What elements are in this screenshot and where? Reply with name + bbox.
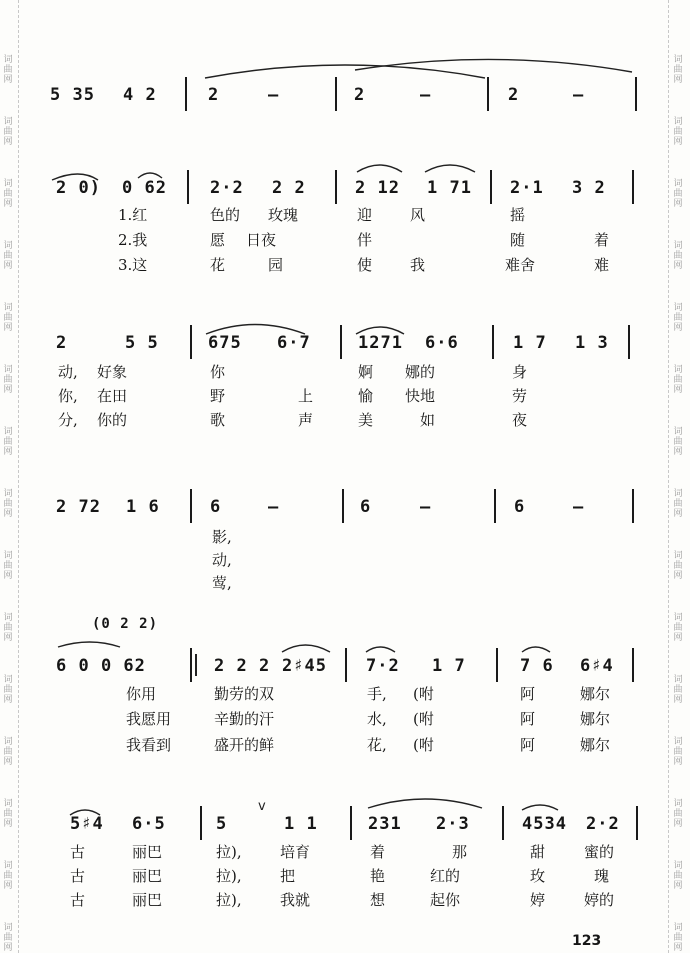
note-group: 2·3 <box>436 814 470 834</box>
lyric-text: 古 <box>70 867 86 885</box>
lyric-text: 声 <box>298 411 314 429</box>
lyric-text: 快地 <box>405 387 436 405</box>
lyric-text: 夜 <box>512 411 528 429</box>
lyric-text: 1.红 <box>118 206 148 224</box>
watermark-text: 词 曲 网 <box>673 737 683 767</box>
watermark-text: 词 曲 网 <box>673 551 683 581</box>
watermark-text: 词 曲 网 <box>3 489 13 519</box>
lyric-text: 身 <box>512 363 528 381</box>
watermark-text: 词 曲 网 <box>673 241 683 271</box>
left-margin <box>2 0 18 953</box>
right-guide-line <box>668 0 669 953</box>
note-group: 5 5 <box>125 333 159 353</box>
lyric-text: 蜜的 <box>584 843 615 861</box>
lyric-text: 愿 <box>210 231 226 249</box>
lyric-text: 那 <box>452 843 468 861</box>
lyric-text: 培育 <box>280 843 311 861</box>
lyric-text: 2.我 <box>118 231 148 249</box>
watermark-text: 词 曲 网 <box>3 55 13 85</box>
slur-12 <box>522 647 550 652</box>
lyric-text: 娜尔 <box>580 710 611 728</box>
lyric-text: 随 <box>510 231 526 249</box>
lyric-text: 起你 <box>430 891 461 909</box>
lyric-text: 红的 <box>430 867 461 885</box>
lyric-text: 你 <box>210 363 226 381</box>
watermark-text: 词 曲 网 <box>673 613 683 643</box>
lyric-text: 古 <box>70 843 86 861</box>
lyric-text: 水, <box>367 710 387 728</box>
note-group: – <box>420 497 432 517</box>
watermark-text: 词 曲 网 <box>673 861 683 891</box>
lyric-text: 古 <box>70 891 86 909</box>
note-group: 2·1 <box>510 178 544 198</box>
slur-2 <box>355 59 632 72</box>
note-group: 6 0 0 62 <box>56 656 146 676</box>
watermark-text: 词 曲 网 <box>3 737 13 767</box>
watermark-text: 词 曲 网 <box>3 241 13 271</box>
watermark-text: 词 曲 网 <box>3 427 13 457</box>
lyric-text: 想 <box>370 891 386 909</box>
note-group: 1 71 <box>427 178 472 198</box>
breath-mark: v <box>258 799 266 814</box>
lyric-text: 使 <box>357 256 373 274</box>
lyric-text: 我 <box>410 256 426 274</box>
lyric-text: 花 <box>210 256 226 274</box>
slur-14 <box>368 799 482 808</box>
watermark-text: 词 曲 网 <box>673 799 683 829</box>
note-group: 2 0) <box>56 178 101 198</box>
lyric-text: 艳 <box>370 867 386 885</box>
lyric-text: 着 <box>594 231 610 249</box>
lyric-text: 动, <box>212 551 232 569</box>
lyric-text: 盛开的鲜 <box>214 736 275 754</box>
note-group: 2 <box>354 85 366 105</box>
lyric-text: 丽巴 <box>132 867 163 885</box>
bar-line <box>335 170 337 204</box>
lyric-text: 我看到 <box>126 736 172 754</box>
bar-line <box>335 77 337 111</box>
watermark-text: 词 曲 网 <box>673 489 683 519</box>
lyric-text: 莺, <box>212 574 232 592</box>
bar-line <box>494 489 496 523</box>
lyric-text: 动, <box>58 363 78 381</box>
bar-line <box>345 648 347 682</box>
lyric-text: 婀 <box>358 363 374 381</box>
slur-15 <box>522 805 558 810</box>
slur-6 <box>425 165 475 172</box>
bar-line <box>350 806 352 840</box>
lyric-text: 劳 <box>512 387 528 405</box>
lyric-text: 花, <box>367 736 387 754</box>
note-group: 2 <box>508 85 520 105</box>
bar-line <box>200 806 202 840</box>
lyric-text: 美 <box>358 411 374 429</box>
intro-notes: (0 2 2) <box>92 616 159 632</box>
bar-line <box>632 489 634 523</box>
lyric-text: 歌 <box>210 411 226 429</box>
note-group: – <box>268 85 280 105</box>
lyric-text: 上 <box>298 387 314 405</box>
lyric-text: (咐 <box>413 710 434 728</box>
lyric-text: 分, <box>58 411 78 429</box>
lyric-text: 丽巴 <box>132 891 163 909</box>
note-group: 6 <box>514 497 526 517</box>
bar-line <box>190 325 192 359</box>
note-group: 6·6 <box>425 333 459 353</box>
lyric-text: 园 <box>268 256 284 274</box>
note-group: 4 2 <box>123 85 157 105</box>
lyric-text: 着 <box>370 843 386 861</box>
note-group: 7·2 <box>366 656 400 676</box>
note-group: 2 2 <box>272 178 306 198</box>
bar-line <box>185 77 187 111</box>
lyric-text: (咐 <box>413 685 434 703</box>
lyric-text: 手, <box>367 685 387 703</box>
note-group: 5 35 <box>50 85 95 105</box>
bar-line <box>340 325 342 359</box>
bar-line <box>190 489 192 523</box>
lyric-text: 日夜 <box>246 231 277 249</box>
watermark-text: 词 曲 网 <box>673 427 683 457</box>
note-group: 1 3 <box>575 333 609 353</box>
lyric-text: 把 <box>280 867 296 885</box>
note-group: 1 1 <box>284 814 318 834</box>
watermark-text: 词 曲 网 <box>673 117 683 147</box>
slur-11 <box>366 647 395 652</box>
watermark-text: 词 曲 网 <box>3 923 13 953</box>
watermark-text: 词 曲 网 <box>3 675 13 705</box>
lyric-text: 在田 <box>97 387 128 405</box>
note-group: 6 <box>210 497 222 517</box>
watermark-text: 词 曲 网 <box>673 923 683 953</box>
lyric-text: 难 <box>594 256 610 274</box>
page-number: 123 <box>572 933 602 949</box>
note-group: 675 <box>208 333 242 353</box>
bar-line <box>492 325 494 359</box>
lyric-text: 玫瑰 <box>268 206 299 224</box>
lyric-text: 愉 <box>358 387 374 405</box>
watermark-text: 词 曲 网 <box>3 303 13 333</box>
right-margin <box>672 0 688 953</box>
note-group: 2·2 <box>210 178 244 198</box>
watermark-text: 词 曲 网 <box>3 861 13 891</box>
note-group: 2 2 2 <box>214 656 271 676</box>
lyric-text: 娜尔 <box>580 685 611 703</box>
lyric-text: 娜尔 <box>580 736 611 754</box>
lyric-text: 摇 <box>510 206 526 224</box>
note-group: 2·2 <box>586 814 620 834</box>
watermark-text: 词 曲 网 <box>3 179 13 209</box>
lyric-text: 玫 <box>530 867 546 885</box>
note-group: 6 <box>360 497 372 517</box>
lyric-text: 丽巴 <box>132 843 163 861</box>
slur-5 <box>357 165 402 172</box>
lyric-text: 色的 <box>210 206 241 224</box>
lyric-text: 伴 <box>357 231 373 249</box>
bar-line <box>636 806 638 840</box>
watermark-text: 词 曲 网 <box>673 675 683 705</box>
slur-1 <box>205 65 485 78</box>
bar-line <box>496 648 498 682</box>
bar-line <box>490 170 492 204</box>
lyric-text: 勤劳的双 <box>214 685 275 703</box>
note-group: 2 <box>56 333 68 353</box>
lyric-text: 拉), <box>216 891 242 909</box>
bar-line <box>190 648 192 682</box>
bar-line <box>342 489 344 523</box>
note-group: 231 <box>368 814 402 834</box>
lyric-text: 甜 <box>530 843 546 861</box>
lyric-text: 难舍 <box>505 256 536 274</box>
note-group: 2 72 <box>56 497 101 517</box>
note-group: 7 6 <box>520 656 554 676</box>
note-group: 6·5 <box>132 814 166 834</box>
note-group: – <box>268 497 280 517</box>
lyric-text: 婷 <box>530 891 546 909</box>
bar-line <box>635 77 637 111</box>
watermark-text: 词 曲 网 <box>3 117 13 147</box>
lyric-text: 婷的 <box>584 891 615 909</box>
lyric-text: 影, <box>212 528 232 546</box>
lyric-text: 如 <box>420 411 436 429</box>
note-group: 5♯4 <box>70 814 104 834</box>
slur-10 <box>282 645 330 652</box>
lyric-text: 拉), <box>216 843 242 861</box>
watermark-text: 词 曲 网 <box>673 365 683 395</box>
note-group: 6·7 <box>277 333 311 353</box>
lyric-text: 迎 <box>357 206 373 224</box>
lyric-text: 你的 <box>97 411 128 429</box>
watermark-text: 词 曲 网 <box>3 365 13 395</box>
watermark-text: 词 曲 网 <box>673 179 683 209</box>
lyric-text: 阿 <box>520 736 536 754</box>
note-group: 5 <box>216 814 228 834</box>
note-group: 1271 <box>358 333 403 353</box>
lyric-text: 3.这 <box>118 256 148 274</box>
bar-line <box>632 170 634 204</box>
bar-line <box>628 325 630 359</box>
bar-line <box>187 170 189 204</box>
note-group: – <box>573 497 585 517</box>
watermark-text: 词 曲 网 <box>673 55 683 85</box>
note-group: 1 6 <box>126 497 160 517</box>
lyric-text: 好象 <box>97 363 128 381</box>
note-group: 2 12 <box>355 178 400 198</box>
lyric-text: 风 <box>410 206 426 224</box>
bar-line <box>632 648 634 682</box>
note-group: 3 2 <box>572 178 606 198</box>
bar-line <box>487 77 489 111</box>
note-group: 2♯45 <box>282 656 327 676</box>
left-guide-line <box>18 0 19 953</box>
lyric-text: 辛勤的汗 <box>214 710 275 728</box>
lyric-text: (咐 <box>413 736 434 754</box>
note-group: 1 7 <box>513 333 547 353</box>
watermark-text: 词 曲 网 <box>3 613 13 643</box>
note-group: 6♯4 <box>580 656 614 676</box>
note-group: 0 62 <box>122 178 167 198</box>
lyric-text: 阿 <box>520 685 536 703</box>
lyric-text: 我就 <box>280 891 311 909</box>
lyric-text: 你用 <box>126 685 157 703</box>
lyric-text: 我愿用 <box>126 710 172 728</box>
lyric-text: 瑰 <box>594 867 610 885</box>
watermark-text: 词 曲 网 <box>673 303 683 333</box>
bar-line <box>502 806 504 840</box>
lyric-text: 野 <box>210 387 226 405</box>
watermark-text: 词 曲 网 <box>3 551 13 581</box>
lyric-text: 拉), <box>216 867 242 885</box>
slur-9 <box>58 642 120 647</box>
note-group: 2 <box>208 85 220 105</box>
lyric-text: 你, <box>58 387 78 405</box>
lyric-text: 阿 <box>520 710 536 728</box>
lyric-text: 娜的 <box>405 363 436 381</box>
note-group: – <box>420 85 432 105</box>
watermark-text: 词 曲 网 <box>3 799 13 829</box>
note-group: 1 7 <box>432 656 466 676</box>
note-group: 4534 <box>522 814 567 834</box>
note-group: – <box>573 85 585 105</box>
